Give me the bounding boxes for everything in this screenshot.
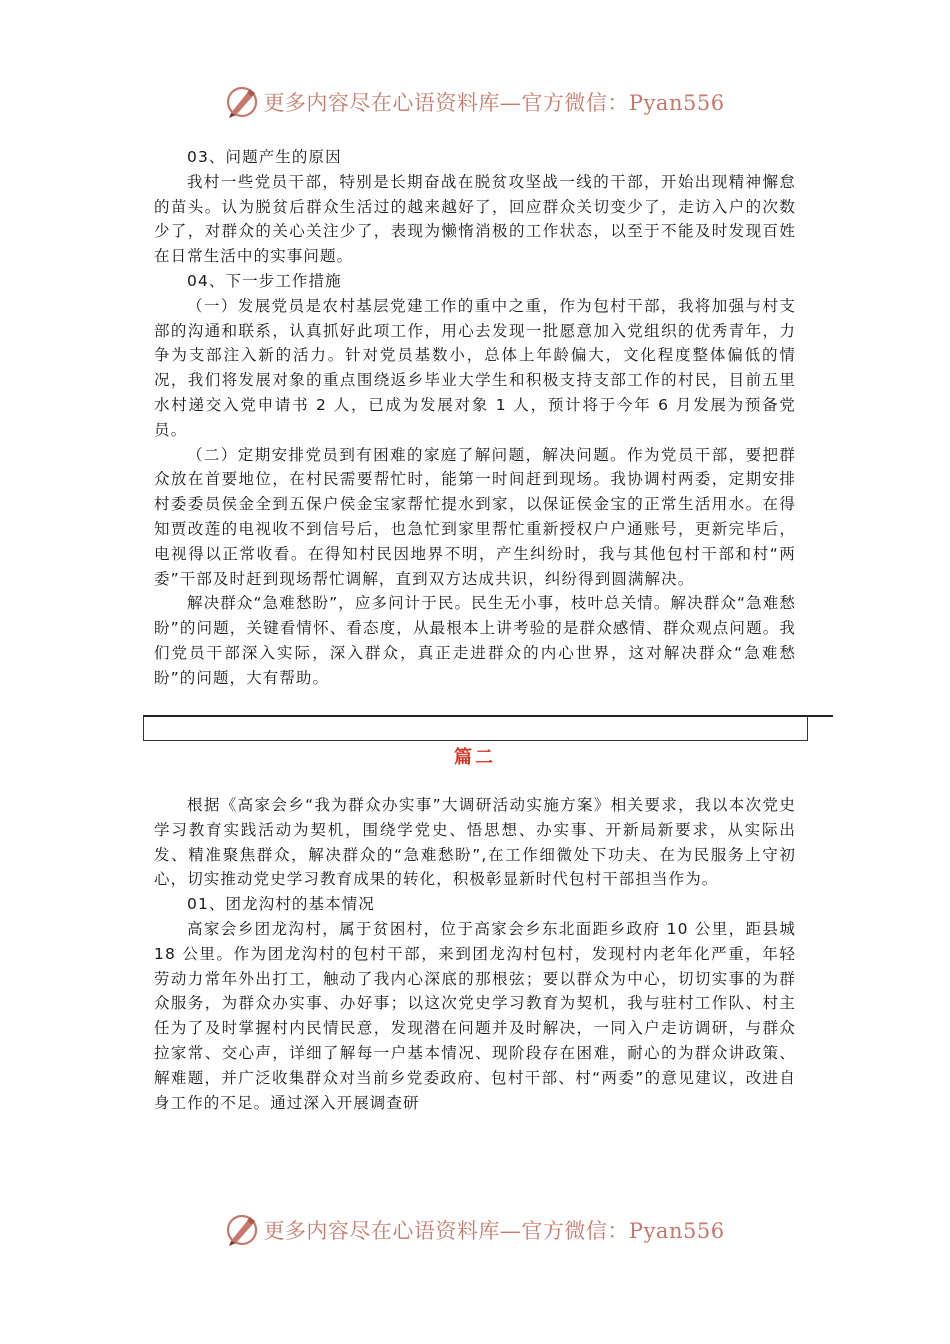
paragraph: 解决群众“急难愁盼”，应多问计于民。民生无小事，枝叶总关情。解决群众“急难愁盼”的问题，关键看情怀、看态度，从最根本上讲考验的是群众感情、群众观点问题。我们党员干部深入实际，深入群众，真正走进群众的内心世界，这对解决群众“急难愁盼”的问题，大有帮助。: [154, 594, 796, 687]
paragraph: （二）定期安排党员到有困难的家庭了解问题，解决问题。作为党员干部，要把群众放在首要地位，在村民需要帮忙时，能第一时间赶到现场。我协调村两委，定期安排村委委员侯金全到五保户侯金宝家帮忙提水到家，以保证侯金宝的正常生活用水。在得知贾改莲的电视收不到信号后，也急忙到家里帮忙重新授权户户通账号，更新完毕后，电视得以正常收看。在得知村民因地界不明，产生纠纷时，我与其他包村干部和村“两委”干部及时赶到现场帮忙调解，直到双方达成共识，纠纷得到圆满解决。: [154, 445, 796, 588]
paragraph: （一）发展党员是农村基层党建工作的重中之重，作为包村干部，我将加强与村支部的沟通和联系，认真抓好此项工作，用心去发现一批愿意加入党组织的优秀青年，力争为支部注入新的活力。针对党员基数小，总体上年龄偏大，文化程度整体偏低的情况，我们将发展对象的重点围绕返乡毕业大学生和积极支持支部工作的村民，目前五里水村递交入党申请书 2 人，已成为发展对象 1 人，预计将于今年 6 月发展为预备党员。: [154, 296, 796, 439]
paragraph: 根据《高家会乡“我为群众办实事”大调研活动实施方案》相关要求，我以本次党史学习教育实践活动为契机，围绕学党史、悟思想、办实事、开新局新要求，从实际出发、精准聚焦群众，解决群众的“急难愁盼”,在工作细微处下功夫、在为民服务上守初心，切实推动党史学习教育成果的转化，积极彰显新时代包村干部担当作为。: [154, 796, 796, 889]
footer-banner: [0, 1210, 950, 1250]
section-two: [154, 793, 796, 1115]
pen-logo-icon: [225, 1213, 259, 1247]
paragraph: 我村一些党员干部，特别是长期奋战在脱贫攻坚战一线的干部，开始出现精神懈怠的苗头。认为脱贫后群众生活过的越来越好了，回应群众关切变少了，走访入户的次数少了，对群众的关心关注少了，表现为懒惰消极的工作状态，以至于不能及时发现百姓在日常生活中的实事问题。: [154, 172, 796, 266]
pen-logo-icon: [225, 85, 259, 119]
heading-causes: 03、问题产生的原因: [187, 148, 342, 166]
empty-table-cell: [143, 716, 808, 741]
heading-next-steps: 04、下一步工作措施: [187, 271, 342, 290]
header-banner-text: 更多内容尽在心语资料库—官方微信：Pyan556: [263, 91, 725, 115]
footer-banner-text: 更多内容尽在心语资料库—官方微信：Pyan556: [263, 1219, 725, 1243]
heading-basic-info: 01、团龙沟村的基本情况: [187, 895, 375, 914]
paragraph: 高家会乡团龙沟村，属于贫困村，位于高家会乡东北面距乡政府 10 公里，距县城 18 公里。作为团龙沟村的包村干部，来到团龙沟村包村，发现村内老年化严重，年轻劳动力常年外出打工，触动了我内心深底的那根弦；要以群众为中心，切切实事的为群众服务，为群众办实事、办好事；以这次党史学习教育为契机，我与驻村工作队、村主任为了及时掌握村内民情民意，发现潜在问题并及时解决，一同入户走访调研，与群众拉家常、交心声，详细了解每一户基本情况、现阶段存在困难，耐心的为群众讲政策、解难题，并广泛收集群众对当前乡党委政府、包村干部、村“两委”的意见建议，改进自身工作的不足。通过深入开展调查研: [154, 919, 796, 1112]
section-one: [154, 145, 796, 691]
header-banner: [0, 82, 950, 122]
section-title: 篇二: [454, 747, 496, 768]
